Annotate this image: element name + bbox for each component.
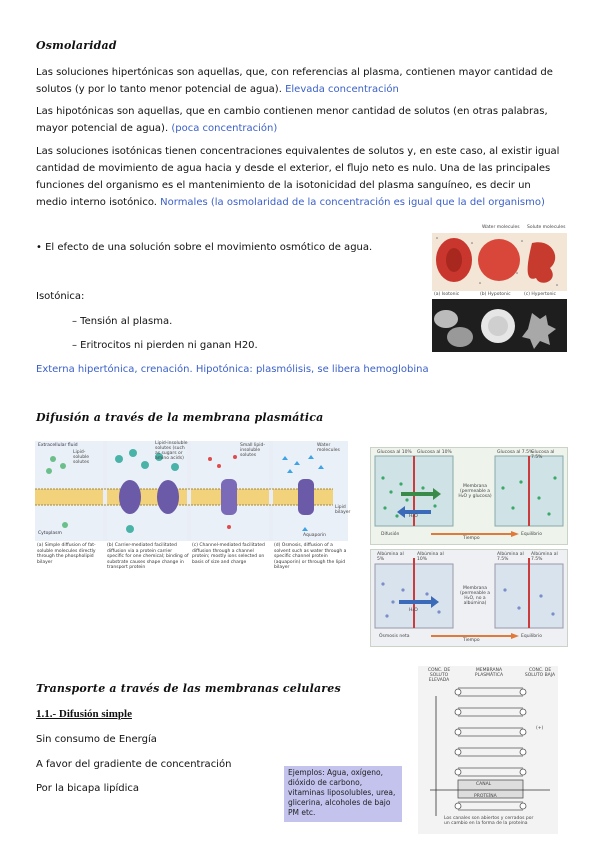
paragraph-hipotonicas	[36, 103, 556, 137]
paragraph-isotonicas	[36, 143, 562, 211]
cell-panel-top	[432, 233, 567, 291]
albumin-tiempo-label: Tiempo	[463, 638, 480, 643]
membrane-channel-figure	[418, 666, 558, 834]
section-title-difusion: Difusión a través de la membrana plasmática	[36, 411, 324, 424]
isotonica-label: Isotónica:	[36, 291, 85, 302]
note-crenacion: Externa hipertónica, crenación. Hipotónica: plasmólisis, se libera hemoglobina	[36, 364, 429, 375]
label-water-molecules: Water molecules	[317, 443, 340, 453]
fig-label-water: Water molecules	[482, 225, 520, 230]
fig-canal-label: CANAL	[476, 782, 492, 787]
isotonicas-note: Normales (la osmolaridad de la concentración es igual que la del organismo)	[160, 197, 545, 208]
subtitle-difusion-simple: 1.1.- Difusión simple	[36, 708, 132, 720]
hipotonicas-text: Las hipotónicas son aquellas, que en cambio contienen menor cantidad de solutos (en otras palabras, mayor potencial de agua).	[36, 106, 548, 134]
label-small-solutes: Small lipid-insoluble solutes	[240, 443, 266, 458]
hipertonicas-note: Elevada concentración	[285, 84, 399, 95]
glucose-right-label: Glucosa al 7.5%	[497, 450, 534, 455]
albumin-membrane-label: Membrana (permeable a H₂O, no a albúmina)	[459, 586, 491, 606]
glucose-h2o-label: H₂O	[409, 514, 418, 519]
micrograph-drawing	[432, 299, 567, 352]
beaker-figure	[370, 447, 568, 647]
aquaporin-protein	[298, 479, 314, 515]
fig-proteina-label: PROTEÍNA	[474, 794, 497, 799]
diffusion-types-figure	[35, 441, 351, 571]
albumin-equilibrio-label: Equilibrio	[521, 634, 543, 639]
glucose-left-label: Glucosa al 10%	[377, 450, 412, 455]
label-aquaporin: Aquaporin	[303, 533, 327, 538]
caption-carrier-diffusion: (b) Carrier-mediated facilitated diffusion via a protein carrier specific for one chemical; binding of substrate causes shape change in transport protein	[107, 543, 189, 570]
item-gradiente: A favor del gradiente de concentración	[36, 759, 232, 770]
hipertonicas-text: Las soluciones hipertónicas son aquellas, que, con referencias al plasma, contienen mayor cantidad de solutos (y por lo tanto menor potencial de agua).	[36, 67, 553, 95]
erythrocyte-figure	[432, 225, 567, 352]
label-extracellular: Extracellular fluid	[38, 443, 78, 448]
albumin-left2-label: Albúmina al 10%	[417, 552, 444, 562]
albumin-h2o-label: H₂O	[409, 608, 418, 613]
caption-osmosis: (d) Osmosis, diffusion of a solvent such as water through a specific channel protein (aquaporin) or through the lipid bilayer	[274, 543, 347, 570]
fig-label-solute: Solute molecules	[527, 225, 566, 230]
albumin-osmosis-label: Ósmosis neta	[379, 634, 410, 639]
dash-item-eritrocitos: – Eritrocitos ni pierden ni ganan H20.	[72, 340, 258, 351]
membrane-channel-drawing	[418, 666, 558, 834]
fig-canal-caption: Los canales son abiertos y cerrados por un cambio en la forma de la proteína	[444, 816, 534, 826]
fig-conc-elevada: CONC. DE SOLUTO ELEVADA	[427, 668, 451, 683]
section-title-osmolaridad: Osmolaridad	[36, 39, 117, 52]
label-lipid-bilayer: Lipid bilayer	[335, 505, 351, 515]
dash-item-tension: – Tensión al plasma.	[72, 316, 173, 327]
isotonicas-text: Las soluciones isotónicas tienen concentraciones equivalentes de solutos y, en este caso, al existir igual cantidad de movimiento de agua hacia y desde el exterior, el flujo neto es nulo. Una de las principales funciones del organismo es el mantenimiento de la isotonicidad del plasma sanguíneo, es decir un medio interno isotónico.	[36, 146, 560, 208]
glucose-right2-label: Glucosa al 7.5%	[531, 450, 555, 460]
item-bicapa: Por la bicapa lipídica	[36, 783, 140, 794]
beaker-panel-glucose	[370, 447, 568, 545]
label-lipid-insoluble: Lipid-insoluble solutes (such as sugars or amino acids)	[155, 441, 188, 461]
carrier-protein-1	[119, 480, 141, 514]
caption-simple-diffusion: (a) Simple diffusion of fat-soluble molecules directly through the phospholipid bilayer	[37, 543, 96, 565]
glucose-membrane-label: Membrana (permeable a H₂O y glucosa)	[458, 484, 492, 499]
fig-label-b: (b) Hypotonic	[480, 292, 511, 297]
albumin-right2-label: Albúmina al 7.5%	[531, 552, 558, 562]
label-lipid-soluble: Lipid-soluble solutes	[73, 450, 90, 465]
glucose-difusion-label: Difusión	[381, 532, 400, 537]
glucose-tiempo-label: Tiempo	[463, 536, 480, 541]
section-title-transporte: Transporte a través de las membranas celulares	[36, 682, 341, 695]
examples-box: Ejemplos: Agua, oxígeno, dióxido de carbono, vitaminas liposolubles, urea, glicerina, alcoholes de bajo PM etc.	[284, 766, 402, 822]
bullet-efecto: • El efecto de una solución sobre el movimiento osmótico de agua.	[36, 242, 373, 253]
red-cells-drawing	[432, 233, 567, 291]
glucose-left2-label: Glucosa al 10%	[417, 450, 452, 455]
hipotonicas-note: (poca concentración)	[171, 123, 278, 134]
micrograph-panel	[432, 299, 567, 352]
item-sin-energia: Sin consumo de Energía	[36, 734, 157, 745]
carrier-protein-2	[157, 480, 179, 514]
fig-membrana-plasmatica: MEMBRANA PLASMÁTICA	[474, 668, 504, 678]
channel-protein	[221, 479, 237, 515]
fig-label-c: (c) Hypertonic	[524, 292, 557, 297]
albumin-left-label: Albúmina al 5%	[377, 552, 404, 562]
fig-side-label: (+)	[536, 726, 544, 731]
fig-label-a: (a) Isotonic	[434, 292, 460, 297]
beaker-panel-albumin	[370, 549, 568, 647]
glucose-equilibrio-label: Equilibrio	[521, 532, 543, 537]
albumin-right-label: Albúmina al 7.5%	[497, 552, 524, 562]
paragraph-hipertonicas	[36, 64, 556, 98]
fig-conc-baja: CONC. DE SOLUTO BAJA	[524, 668, 556, 678]
hypertonic-cell	[528, 242, 556, 283]
label-cytoplasm: Cytoplasm	[38, 531, 62, 536]
hypotonic-cell	[478, 239, 520, 281]
caption-channel-diffusion: (c) Channel-mediated facilitated diffusion through a channel protein; mostly ions selected on basis of size and charge	[192, 543, 265, 565]
